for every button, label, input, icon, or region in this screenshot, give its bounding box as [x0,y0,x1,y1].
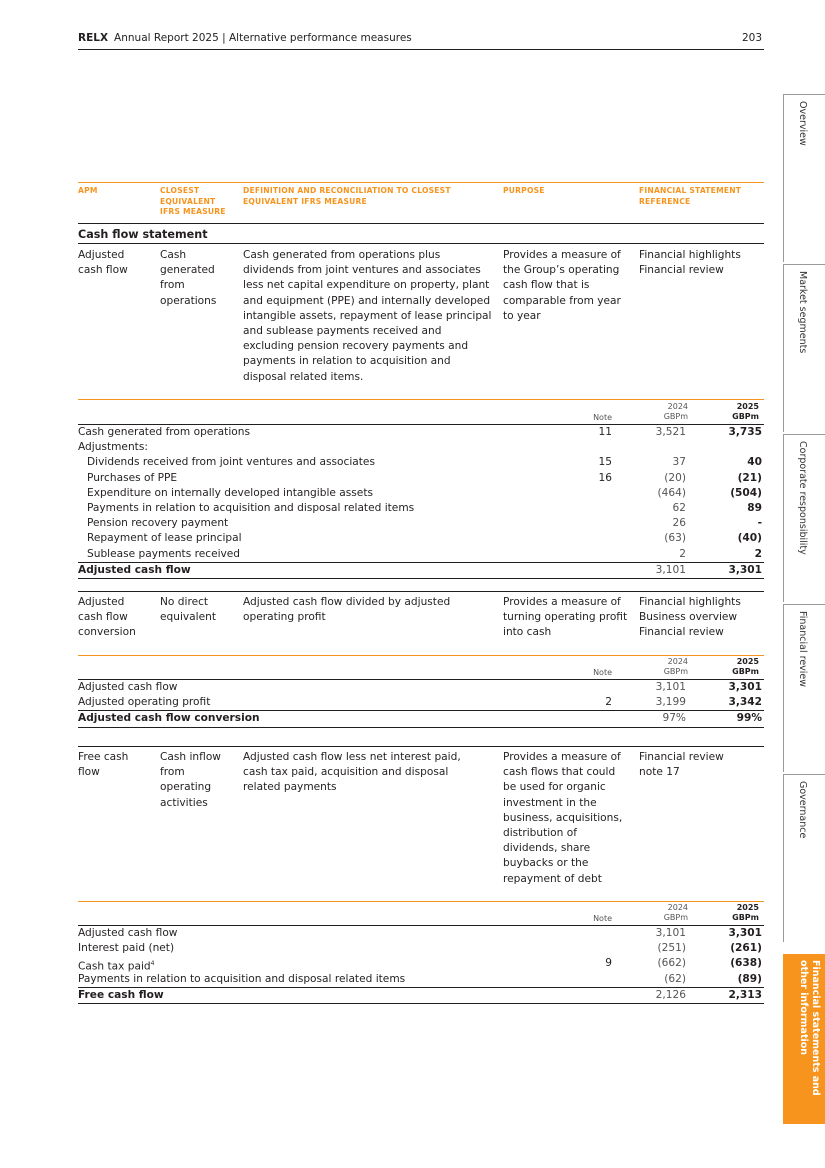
page-number: 203 [741,32,762,44]
table-row: Purchases of PPE 16 (20) (21) [87,471,762,484]
tab-financial-statements[interactable]: Financial statements and other information [783,954,825,1124]
header-rule [78,49,764,50]
tab-market-segments[interactable]: Market segments [783,264,825,432]
table1-2025-header: 2025 GBPm [732,402,759,421]
closest-measure: No direct equivalent [160,596,216,624]
table3-2025-header: 2025 GBPm [732,903,759,922]
table2-2025-header: 2025 GBPm [732,657,759,676]
table-row: Dividends received from joint ventures and associates 15 37 40 [87,456,762,469]
table-row: Payments in relation to acquisition and disposal related items 62 89 [87,501,762,514]
table2-top-rule [78,655,764,656]
closest-measure: Cash inflow from operating activities [160,751,221,809]
reference-text: Financial highlights Financial review [639,249,741,277]
table-row: Adjustments: [78,441,148,454]
closest-measure: Cash generated from operations [160,249,217,307]
table1-top-rule [78,399,764,400]
purpose-text: Provides a measure of the Group’s operating cash flow that is comparable from year to year [503,249,621,322]
table3 [78,926,764,1004]
report-title: Annual Report 2025 | Alternative performance measures [114,32,412,44]
tab-overview[interactable]: Overview [783,94,825,262]
apm-free-cash-flow: Free cash flow [78,751,129,779]
table-row: Adjusted cash flow 3,101 3,301 [78,927,762,939]
table-row: Cash tax paid$^4$ 9 (662) (638) [78,957,762,973]
table-row: Expenditure on internally developed intangible assets (464) (504) [87,486,762,499]
col-apm: APM [78,186,98,195]
table-row: Payments in relation to acquisition and disposal related items (62) (89) [78,972,764,988]
tab-corporate-responsibility[interactable]: Corporate responsibility [783,434,825,602]
table-row: Adjusted cash flow 3,101 3,301 [78,681,762,693]
purpose-text: Provides a measure of cash flows that could be used for organic investment in the business, acquisitions, distribution of dividends, share buybacks or the repayment of debt [503,751,623,885]
definition-text: Adjusted cash flow less net interest paid, cash tax paid, acquisition and disposal related payments [243,751,461,794]
purpose-text: Provides a measure of turning operating profit into cash [503,596,628,639]
table-row: Cash generated from operations 11 3,521 3,735 [78,426,762,438]
table3-note-header: Note [593,914,612,923]
table-row: Sublease payments received 2 2 [78,547,764,563]
tab-governance[interactable]: Governance [783,774,825,942]
section-title: Cash flow statement [78,228,208,241]
table1-2024-header: 2024 GBPm [663,402,688,421]
brand-name: RELX [78,32,109,44]
column-header-top-rule [78,182,764,183]
running-header [78,32,412,44]
definition-text: Cash generated from operations plus dividends from joint ventures and associates less net capital expenditure on property, plant and equipment (PPE) and internally developed intangible assets, repayment of lease principal and sublease payments received and excluding pension recovery payments and payments in relation to acquisition and disposal related items. [243,249,492,383]
table-total-row: Adjusted cash flow conversion 97% 99% [78,711,764,727]
table-total-row: Adjusted cash flow 3,101 3,301 [78,563,764,579]
col-purpose: PURPOSE [503,186,545,195]
col-reference: FINANCIAL STATEMENT REFERENCE [639,186,742,206]
table1-note-header: Note [593,413,612,422]
table3-2024-header: 2024 GBPm [663,903,688,922]
apm-adjusted-cash-flow-conversion: Adjusted cash flow conversion [78,596,136,639]
table2-2024-header: 2024 GBPm [663,657,688,676]
table3-top-rule [78,901,764,902]
table-total-row: Free cash flow 2,126 2,313 [78,988,764,1004]
section-rule [78,243,764,244]
table-row: Repayment of lease principal (63) (40) [87,532,762,545]
table2 [78,680,764,728]
tab-financial-review[interactable]: Financial review [783,604,825,772]
table-row: Adjusted operating profit 2 3,199 3,342 [78,695,764,711]
col-definition: DEFINITION AND RECONCILIATION TO CLOSEST EQUIVALENT IFRS MEASURE [243,186,451,206]
measure3-top-rule [78,746,764,747]
table1 [78,425,764,579]
reference-text: Financial review note 17 [639,751,724,779]
measure2-top-rule [78,591,764,592]
table-row: Pension recovery payment 26 - [87,517,762,530]
reference-text: Financial highlights Business overview Financial review [639,596,741,639]
definition-text: Adjusted cash flow divided by adjusted operating profit [243,596,451,624]
apm-adjusted-cash-flow: Adjusted cash flow [78,249,128,277]
table-row: Interest paid (net) (251) (261) [78,942,762,955]
table2-note-header: Note [593,668,612,677]
col-closest-equivalent: CLOSEST EQUIVALENT IFRS MEASURE [160,186,226,216]
column-header-bottom-rule [78,223,764,224]
